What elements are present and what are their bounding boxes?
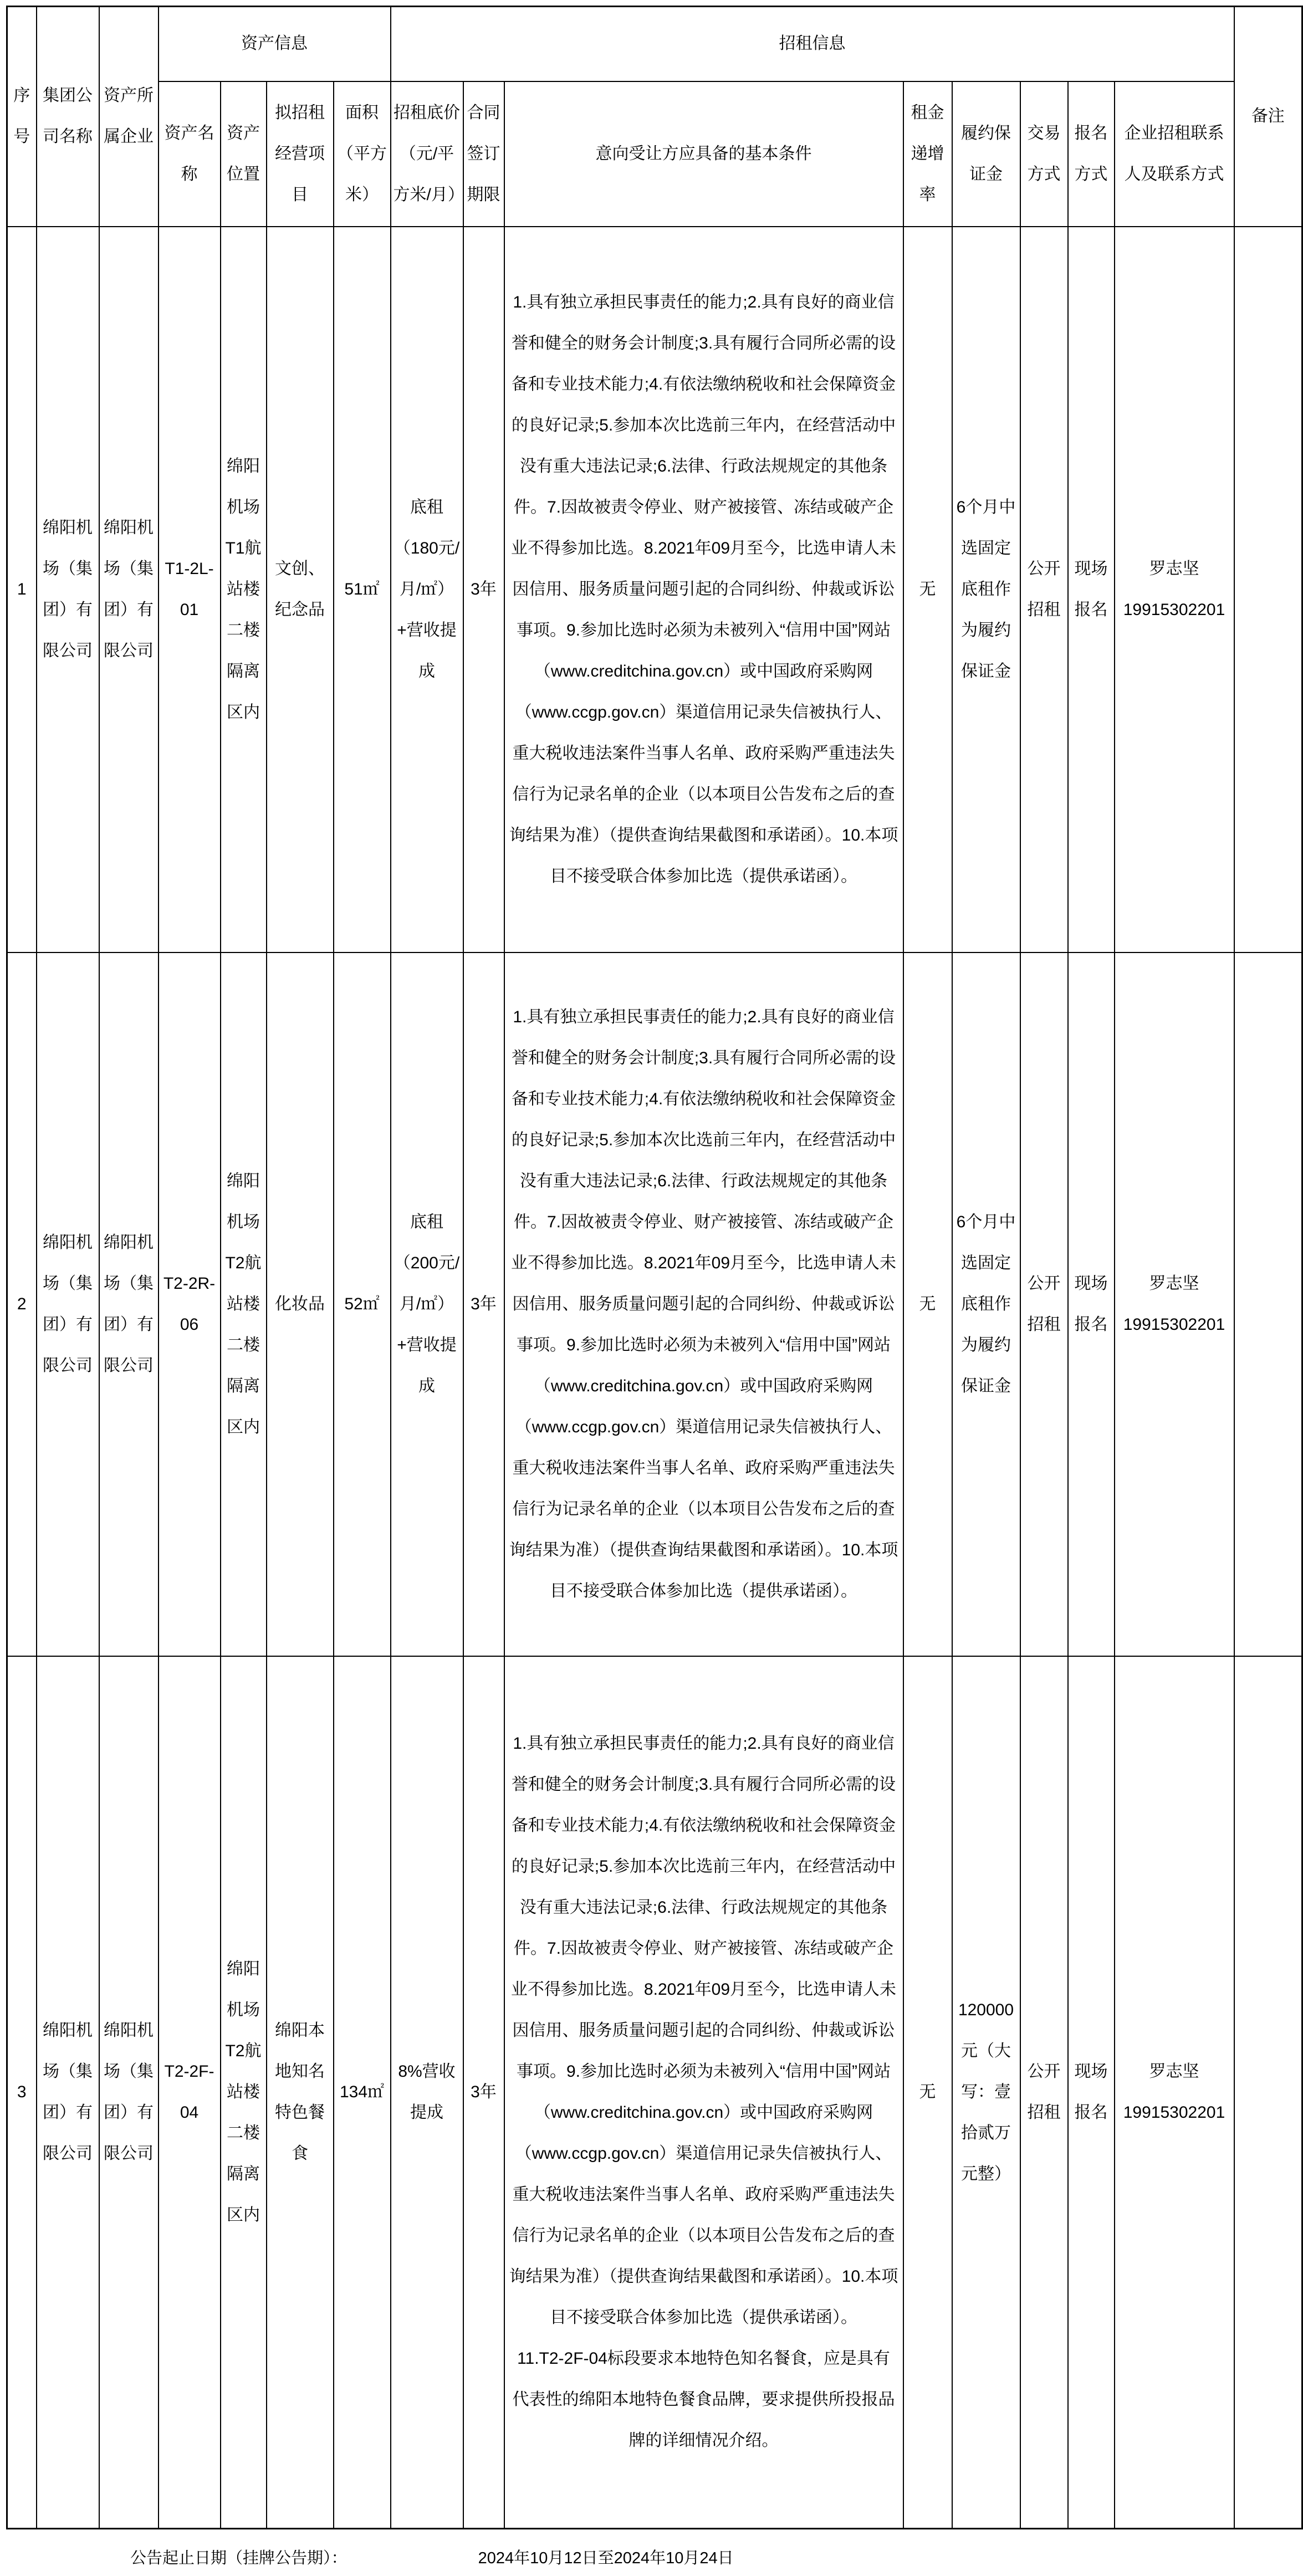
cell-rent-increase-rate: 无 — [903, 1656, 952, 2529]
header-transaction-method: 交易方式 — [1020, 81, 1068, 227]
cell-remarks — [1234, 227, 1302, 952]
cell-business-project: 绵阳本地知名特色餐食 — [267, 1656, 334, 2529]
cell-contract-term: 3年 — [463, 1656, 504, 2529]
cell-seq: 1 — [7, 227, 37, 952]
contact-name: 罗志坚 — [1149, 1274, 1199, 1293]
contact-name: 罗志坚 — [1149, 559, 1199, 578]
announcement-period-label: 公告起止日期（挂牌公告期）： — [130, 2549, 348, 2567]
announcement-period-line — [0, 2547, 1303, 2569]
cell-registration-method: 现场报名 — [1068, 952, 1115, 1656]
table-row — [7, 1656, 1302, 2529]
header-registration-method: 报名方式 — [1068, 81, 1115, 227]
cell-asset-location: 绵阳机场T2航站楼二楼隔离区内 — [221, 952, 267, 1656]
header-rent-increase-rate: 租金递增率 — [903, 81, 952, 227]
announcement-period-value: 2024年10月12日至2024年10月24日 — [478, 2549, 734, 2567]
header-asset-location: 资产位置 — [221, 81, 267, 227]
cell-seq: 3 — [7, 1656, 37, 2529]
cell-asset-location: 绵阳机场T1航站楼二楼隔离区内 — [221, 227, 267, 952]
cell-contract-term: 3年 — [463, 227, 504, 952]
cell-transaction-method: 公开招租 — [1020, 227, 1068, 952]
conditions-text: 1.具有独立承担民事责任的能力;2.具有良好的商业信誉和健全的财务会计制度;3.具有履行合同所必需的设备和专业技术能力;4.有依法缴纳税收和社会保障资金的良好记录;5.参加本次比选前三年内，在经营活动中没有重大违法记录;6.法律、行政法规规定的其他条件。7.因故被责令停业、财产被接管、冻结或破产企业不得参加比选。8.2021年09月至今，比选申请人未因信用、服务质量问题引起的合同纠纷、仲裁或诉讼事项。9.参加比选时必须为未被列入“信用中国”网站（www.creditchina.gov.cn）或中国政府采购网（www.ccgp.gov.cn）渠道信用记录失信被执行人、重大税收违法案件当事人名单、政府采购严重违法失信行为记录名单的企业（以本项目公告发布之后的查询结果为准）（提供查询结果截图和承诺函）。10.本项目不接受联合体参加比选（提供承诺函）。 — [509, 293, 898, 885]
header-asset-owner: 资产所属企业 — [99, 7, 159, 227]
cell-asset-name: T2-2F-04 — [159, 1656, 221, 2529]
cell-contact — [1115, 1656, 1234, 2529]
header-performance-bond: 履约保证金 — [952, 81, 1020, 227]
header-conditions: 意向受让方应具备的基本条件 — [504, 81, 903, 227]
cell-seq: 2 — [7, 952, 37, 1656]
cell-asset-location: 绵阳机场T2航站楼二楼隔离区内 — [221, 1656, 267, 2529]
cell-rent-increase-rate: 无 — [903, 227, 952, 952]
header-business-project: 拟招租经营项目 — [267, 81, 334, 227]
cell-contract-term: 3年 — [463, 952, 504, 1656]
header-group-row — [7, 7, 1302, 81]
cell-contact — [1115, 227, 1234, 952]
cell-rent-increase-rate: 无 — [903, 952, 952, 1656]
cell-asset-name: T2-2R-06 — [159, 952, 221, 1656]
cell-registration-method: 现场报名 — [1068, 1656, 1115, 2529]
header-asset-info-group: 资产信息 — [159, 7, 391, 81]
lease-announcement-table — [6, 6, 1303, 2529]
cell-group-company: 绵阳机场（集团）有限公司 — [37, 952, 99, 1656]
contact-phone: 19915302201 — [1123, 1315, 1225, 1334]
cell-asset-owner: 绵阳机场（集团）有限公司 — [99, 952, 159, 1656]
header-base-price: 招租底价（元/平方米/月） — [391, 81, 463, 227]
cell-area: 134㎡ — [334, 1656, 391, 2529]
cell-group-company: 绵阳机场（集团）有限公司 — [37, 1656, 99, 2529]
cell-asset-owner: 绵阳机场（集团）有限公司 — [99, 1656, 159, 2529]
contact-name: 罗志坚 — [1149, 2062, 1199, 2081]
header-remarks: 备注 — [1234, 7, 1302, 227]
cell-remarks — [1234, 952, 1302, 1656]
header-lease-info-group: 招租信息 — [391, 7, 1234, 81]
conditions-text: 1.具有独立承担民事责任的能力;2.具有良好的商业信誉和健全的财务会计制度;3.具有履行合同所必需的设备和专业技术能力;4.有依法缴纳税收和社会保障资金的良好记录;5.参加本次比选前三年内，在经营活动中没有重大违法记录;6.法律、行政法规规定的其他条件。7.因故被责令停业、财产被接管、冻结或破产企业不得参加比选。8.2021年09月至今，比选申请人未因信用、服务质量问题引起的合同纠纷、仲裁或诉讼事项。9.参加比选时必须为未被列入“信用中国”网站（www.creditchina.gov.cn）或中国政府采购网（www.ccgp.gov.cn）渠道信用记录失信被执行人、重大税收违法案件当事人名单、政府采购严重违法失信行为记录名单的企业（以本项目公告发布之后的查询结果为准）（提供查询结果截图和承诺函）。10.本项目不接受联合体参加比选（提供承诺函）。 — [509, 1007, 898, 1600]
table-header — [7, 7, 1302, 227]
cell-transaction-method: 公开招租 — [1020, 952, 1068, 1656]
conditions-text: 1.具有独立承担民事责任的能力;2.具有良好的商业信誉和健全的财务会计制度;3.具有履行合同所必需的设备和专业技术能力;4.有依法缴纳税收和社会保障资金的良好记录;5.参加本次比选前三年内，在经营活动中没有重大违法记录;6.法律、行政法规规定的其他条件。7.因故被责令停业、财产被接管、冻结或破产企业不得参加比选。8.2021年09月至今，比选申请人未因信用、服务质量问题引起的合同纠纷、仲裁或诉讼事项。9.参加比选时必须为未被列入“信用中国”网站（www.creditchina.gov.cn）或中国政府采购网（www.ccgp.gov.cn）渠道信用记录失信被执行人、重大税收违法案件当事人名单、政府采购严重违法失信行为记录名单的企业（以本项目公告发布之后的查询结果为准）（提供查询结果截图和承诺函）。10.本项目不接受联合体参加比选（提供承诺函）。 — [509, 1734, 898, 2327]
cell-group-company: 绵阳机场（集团）有限公司 — [37, 227, 99, 952]
cell-asset-owner: 绵阳机场（集团）有限公司 — [99, 227, 159, 952]
header-group-company: 集团公司名称 — [37, 7, 99, 227]
cell-business-project: 文创、纪念品 — [267, 227, 334, 952]
table-row — [7, 227, 1302, 952]
header-area: 面积（平方米） — [334, 81, 391, 227]
cell-registration-method: 现场报名 — [1068, 227, 1115, 952]
conditions-extra-text: 11.T2-2F-04标段要求本地特色知名餐食，应是具有代表性的绵阳本地特色餐食品牌，要求提供所投报品牌的详细情况介绍。 — [512, 2349, 895, 2450]
cell-area: 51㎡ — [334, 227, 391, 952]
header-sub-row — [7, 81, 1302, 227]
cell-remarks — [1234, 1656, 1302, 2529]
cell-business-project: 化妆品 — [267, 952, 334, 1656]
cell-transaction-method: 公开招租 — [1020, 1656, 1068, 2529]
cell-base-price: 底租（180元/月/㎡）+营收提成 — [391, 227, 463, 952]
header-seq: 序号 — [7, 7, 37, 227]
table-row — [7, 952, 1302, 1656]
cell-performance-bond: 6个月中选固定底租作为履约保证金 — [952, 227, 1020, 952]
cell-contact — [1115, 952, 1234, 1656]
header-contract-term: 合同签订期限 — [463, 81, 504, 227]
cell-conditions — [504, 952, 903, 1656]
contact-phone: 19915302201 — [1123, 2103, 1225, 2122]
announcement-page — [0, 6, 1303, 2576]
cell-base-price: 底租（200元/月/㎡）+营收提成 — [391, 952, 463, 1656]
contact-phone: 19915302201 — [1123, 600, 1225, 619]
cell-area: 52㎡ — [334, 952, 391, 1656]
cell-conditions — [504, 1656, 903, 2529]
header-contact: 企业招租联系人及联系方式 — [1115, 81, 1234, 227]
cell-asset-name: T1-2L-01 — [159, 227, 221, 952]
header-asset-name: 资产名称 — [159, 81, 221, 227]
cell-performance-bond: 6个月中选固定底租作为履约保证金 — [952, 952, 1020, 1656]
cell-conditions — [504, 227, 903, 952]
cell-performance-bond: 120000元（大写：壹拾贰万元整） — [952, 1656, 1020, 2529]
cell-base-price: 8%营收提成 — [391, 1656, 463, 2529]
